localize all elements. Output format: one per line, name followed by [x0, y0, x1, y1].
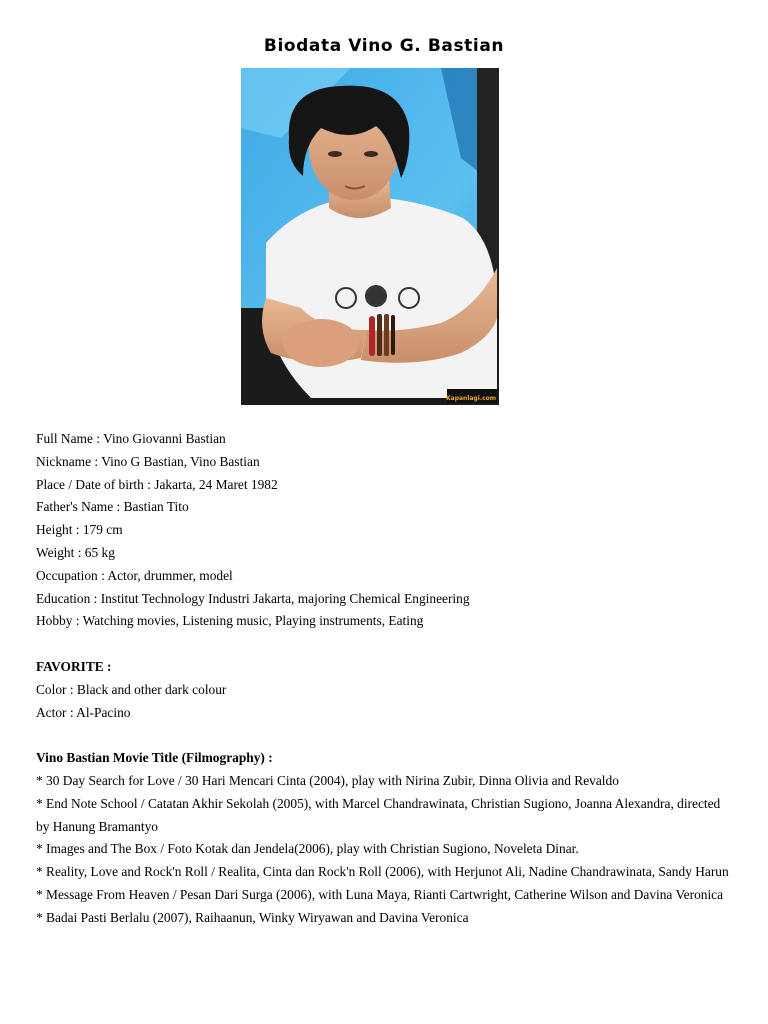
profile-photo — [241, 68, 499, 405]
film-item: * Badai Pasti Berlalu (2007), Raihaanun, Winky Wiryawan and Davina Veronica — [36, 909, 469, 925]
film-item: * 30 Day Search for Love / 30 Hari Mencari Cinta (2004), play with Nirina Zubir, Dinna Olivia and Revaldo — [36, 772, 619, 788]
bio-education: Education : Institut Technology Industri Jakarta, majoring Chemical Engineering — [36, 590, 470, 606]
bio-birth: Place / Date of birth : Jakarta, 24 Maret 1982 — [36, 476, 278, 492]
film-item: * End Note School / Catatan Akhir Sekolah (2005), with Marcel Chandrawinata, Christian Sugiono, Joanna Alexandra, directed by Hanung Bramantyo — [36, 795, 721, 834]
film-item: * Message From Heaven / Pesan Dari Surga (2006), with Luna Maya, Rianti Cartwright, Catherine Wilson and Davina Veronica — [36, 886, 724, 902]
bio-height: Height : 179 cm — [36, 522, 123, 538]
bio-nickname: Nickname : Vino G Bastian, Vino Bastian — [36, 453, 260, 469]
photo-watermark: Kapanlagi.com — [446, 395, 496, 402]
filmography-heading: Vino Bastian Movie Title (Filmography) : — [36, 750, 273, 766]
bio-weight: Weight : 65 kg — [36, 544, 115, 560]
bio-full-name: Full Name : Vino Giovanni Bastian — [36, 431, 226, 446]
spacer — [36, 633, 736, 656]
spacer — [36, 724, 736, 747]
favorite-heading: FAVORITE : — [36, 658, 112, 674]
bio-hobby: Hobby : Watching movies, Listening music, Playing instruments, Eating — [36, 613, 424, 629]
film-item: * Reality, Love and Rock'n Roll / Realita, Cinta dan Rock'n Roll (2006), with Herjunot Ali, Nadine Chandrawinata, Sandy Harun — [36, 864, 729, 880]
page-title: Biodata Vino G. Bastian — [263, 36, 505, 56]
film-item: * Images and The Box / Foto Kotak dan Jendela(2006), play with Christian Sugiono, Noveleta Dinar. — [36, 841, 579, 857]
bio-occupation: Occupation : Actor, drummer, model — [36, 567, 233, 583]
favorite-actor: Actor : Al-Pacino — [36, 704, 131, 720]
bio-father: Father's Name : Bastian Tito — [36, 499, 189, 515]
biodata-content — [36, 428, 736, 930]
favorite-color: Color : Black and other dark colour — [36, 681, 227, 697]
